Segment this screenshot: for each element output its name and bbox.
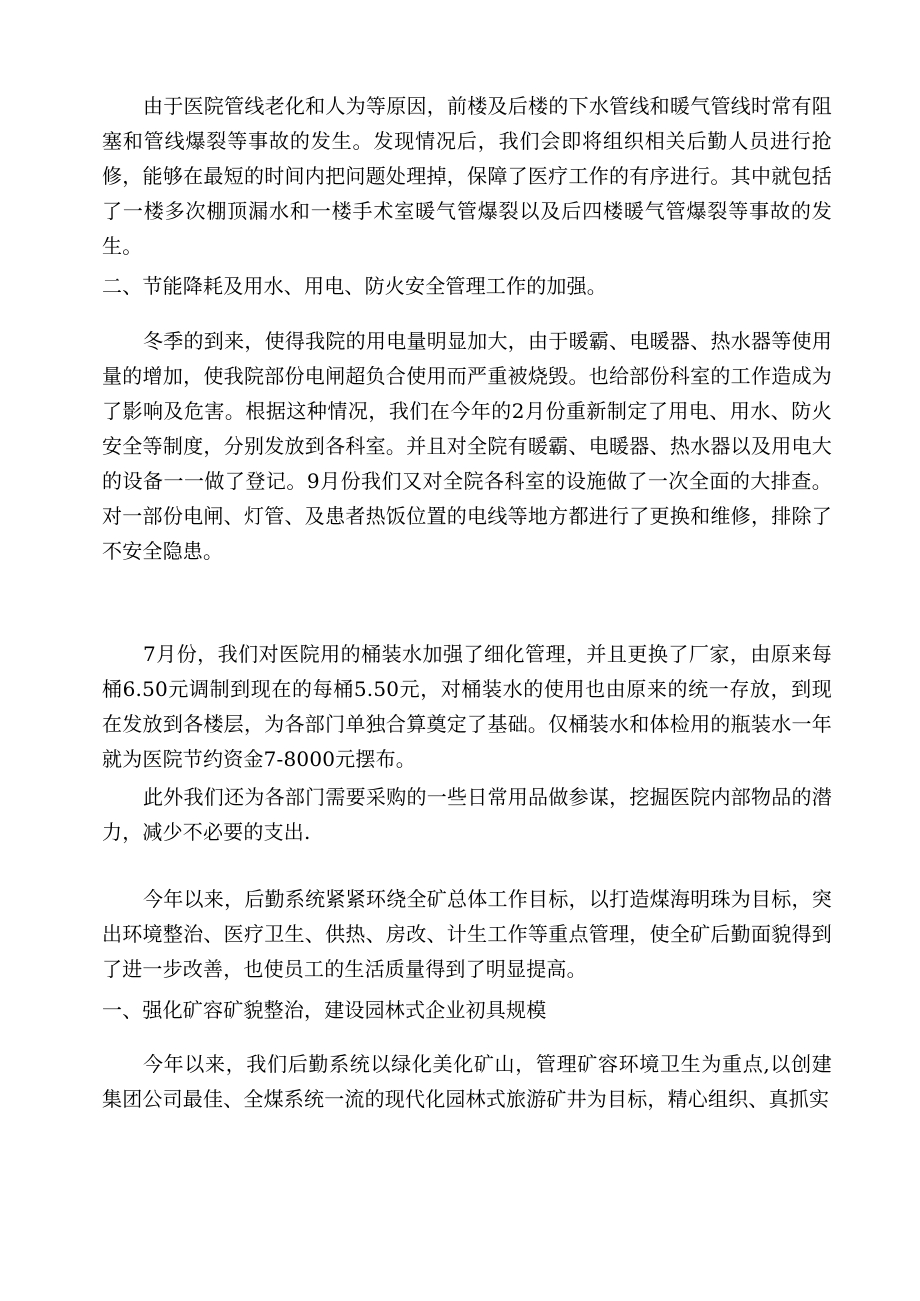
section-heading-mine-appearance: 一、强化矿容矿貌整治，建设园林式企业初具规模	[102, 998, 547, 1022]
section-heading-energy-saving: 二、节能降耗及用水、用电、防火安全管理工作的加强。	[102, 274, 607, 298]
paragraph-electricity-safety: 冬季的到来，使得我院的用电量明显加大，由于暖霸、电暖器、热水器等使用量的增加，使我院部份电闸超负合使用而严重被烧毁。也给部份科室的工作造成为了影响及危害。根据这种情况，我们在今年的2月份重新制定了用电、用水、防火安全等制度，分别发放到各科室。并且对全院有暖霸、电暖器、热水器以及用电大的设备一一做了登记。9月份我们又对全院各科室的设施做了一次全面的大排查。对一部份电闸、灯管、及患者热饭位置的电线等地方都进行了更换和维修，排除了不安全隐患。	[102, 329, 832, 563]
paragraph-logistics-goals: 今年以来，后勤系统紧紧环绕全矿总体工作目标，以打造煤海明珠为目标，突出环境整治、医疗卫生、供热、房改、计生工作等重点管理，使全矿后勤面貌得到了进一步改善，也使员工的生活质量得到了明显提高。	[102, 887, 832, 981]
paragraph-bottled-water: 7月份，我们对医院用的桶装水加强了细化管理，并且更换了厂家，由原来每桶6.50元调制到现在的每桶5.50元，对桶装水的使用也由原来的统一存放，到现在发放到各楼层，为各部门单独合算奠定了基础。仅桶装水和体检用的瓶装水一年就为医院节约资金7-8000元摆布。	[102, 642, 832, 771]
paragraph-pipeline-repair: 由于医院管线老化和人为等原因，前楼及后楼的下水管线和暖气管线时常有阻塞和管线爆裂等事故的发生。发现情况后，我们会即将组织相关后勤人员进行抢修，能够在最短的时间内把问题处理掉，保障了医疗工作的有序进行。其中就包括了一楼多次棚顶漏水和一楼手术室暖气管爆裂以及后四楼暖气管爆裂等事故的发生。	[102, 94, 832, 258]
paragraph-procurement: 此外我们还为各部门需要采购的一些日常用品做参谋，挖掘医院内部物品的潜力，减少不必要的支出.	[102, 785, 832, 844]
paragraph-greening: 今年以来，我们后勤系统以绿化美化矿山，管理矿容环境卫生为重点,以创建集团公司最佳、全煤系统一流的现代化园林式旅游矿井为目标，精心组织、真抓实	[102, 1052, 832, 1111]
